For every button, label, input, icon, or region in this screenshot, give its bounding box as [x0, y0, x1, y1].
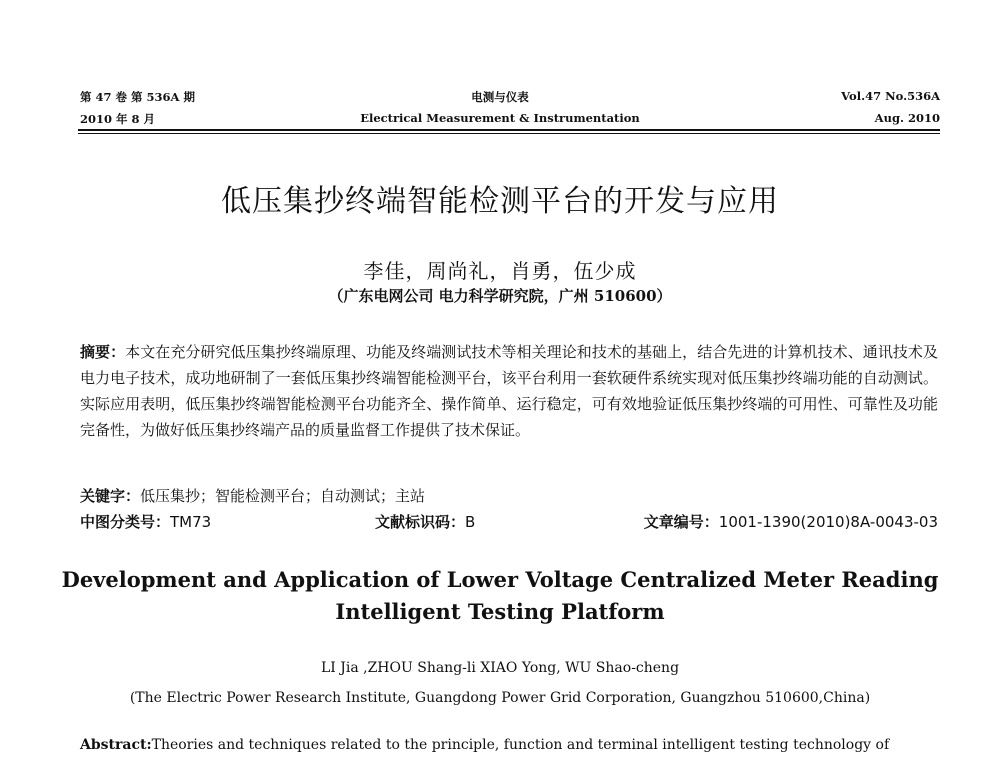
english-title	[0, 564, 1000, 628]
keywords-label: 关键字：	[80, 487, 141, 505]
english-abstract-text: Theories and techniques related to the principle, function and terminal intelligent testing technology of	[151, 737, 890, 753]
chinese-affiliation: （广东电网公司 电力科学研究院，广州 510600）	[328, 287, 672, 305]
chinese-title: 低压集抄终端智能检测平台的开发与应用	[221, 184, 779, 219]
english-abstract-label: Abstract:	[80, 737, 152, 753]
english-title-line2: Intelligent Testing Platform	[335, 599, 665, 624]
english-title-line1: Development and Application of Lower Voltage Centralized Meter Reading	[61, 567, 939, 592]
publication-date-en: Aug. 2010	[874, 111, 940, 125]
clc-number: 中图分类号：TM73	[80, 513, 212, 531]
volume-issue: 第 47 卷 第 536A 期	[80, 90, 195, 104]
header-rule-thin	[78, 133, 940, 134]
english-affiliation: (The Electric Power Research Institute, Guangdong Power Grid Corporation, Guangzhou 510600,China)	[129, 690, 871, 706]
header-rule-thick	[78, 129, 940, 131]
journal-name-cn: 电测与仪表	[471, 90, 529, 104]
keywords-text: 低压集抄；智能检测平台；自动测试；主站	[140, 487, 426, 505]
english-authors: LI Jia ,ZHOU Shang-li XIAO Yong, WU Shao-cheng	[320, 660, 680, 676]
journal-name-en: Electrical Measurement & Instrumentation	[360, 111, 640, 125]
document-code: 文献标识码：B	[375, 513, 476, 531]
chinese-keywords	[80, 485, 425, 506]
english-abstract	[80, 737, 938, 753]
chinese-abstract-label: 摘要：	[80, 343, 126, 361]
chinese-abstract-text: 本文在充分研究低压集抄终端原理、功能及终端测试技术等相关理论和技术的基础上，结合先进的计算机技术、通讯技术及电力电子技术，成功地研制了一套低压集抄终端智能检测平台，该平台利用一套软硬件系统实现对低压集抄终端功能的自动测试。实际应用表明，低压集抄终端智能检测平台功能齐全、操作简单、运行稳定，可有效地验证低压集抄终端的可用性、可靠性及功能完备性，为做好低压集抄终端产品的质量监督工作提供了技术保证。	[80, 343, 938, 439]
publication-date-cn: 2010 年 8 月	[80, 112, 156, 126]
chinese-abstract	[80, 339, 938, 443]
chinese-authors: 李佳，周尚礼，肖勇，伍少成	[363, 259, 637, 283]
article-number: 文章编号：1001-1390(2010)8A-0043-03	[643, 513, 938, 531]
volume-issue-en: Vol.47 No.536A	[841, 89, 940, 103]
